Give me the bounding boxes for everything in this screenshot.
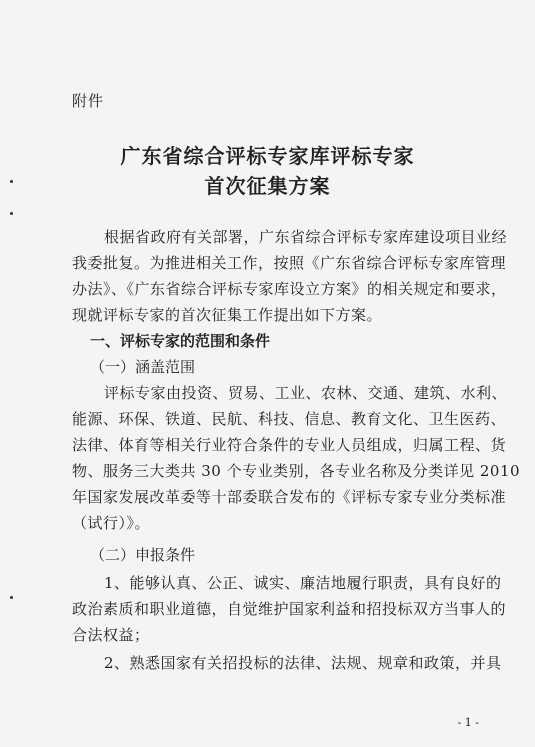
- document-title-line-2: 首次征集方案: [204, 174, 331, 198]
- page-number: - 1 -: [457, 716, 479, 729]
- body-line: （试行）》。: [72, 514, 151, 532]
- body-line: 1、能够认真、公正、诚实、廉洁地履行职责，具有良好的: [104, 574, 502, 592]
- intro-line: 办法》、《广东省综合评标专家库设立方案》的相关规定和要求，: [72, 280, 507, 298]
- body-line: 2、熟悉国家有关招投标的法律、法规、规章和政策，并具: [104, 654, 502, 672]
- document-title-line-1: 广东省综合评标专家库评标专家: [120, 144, 415, 168]
- attachment-label: 附件: [72, 92, 105, 110]
- body-line: 能源、环保、铁道、民航、科技、信息、教育文化、卫生医药、: [72, 410, 507, 428]
- body-line: 合法权益；: [72, 626, 150, 644]
- body-line: 法律、体育等相关行业符合条件的专业人员组成，归属工程、货: [72, 436, 507, 454]
- scan-speck: [10, 212, 13, 215]
- body-line: 年国家发展改革委等十部委联合发布的《评标专家专业分类标准: [72, 488, 507, 506]
- subsection-heading: （二）申报条件: [90, 546, 196, 564]
- body-line: 物、服务三大类共 30 个专业类别，各专业名称及分类详见 2010: [72, 462, 521, 480]
- body-line: 评标专家由投资、贸易、工业、农林、交通、建筑、水利、: [104, 384, 508, 402]
- body-line: 政治素质和职业道德，自觉维护国家利益和招投标双方当事人的: [72, 600, 507, 618]
- section-heading: 一、评标专家的范围和条件: [90, 332, 271, 350]
- intro-line: 根据省政府有关部署，广东省综合评标专家库建设项目业经: [104, 228, 508, 246]
- scan-speck: [10, 180, 13, 183]
- scan-speck: [10, 596, 13, 599]
- intro-line: 我委批复。为推进相关工作，按照《广东省综合评标专家库管理: [72, 254, 507, 272]
- subsection-heading: （一）涵盖范围: [90, 358, 196, 376]
- intro-line: 现就评标专家的首次征集工作提出如下方案。: [72, 306, 383, 324]
